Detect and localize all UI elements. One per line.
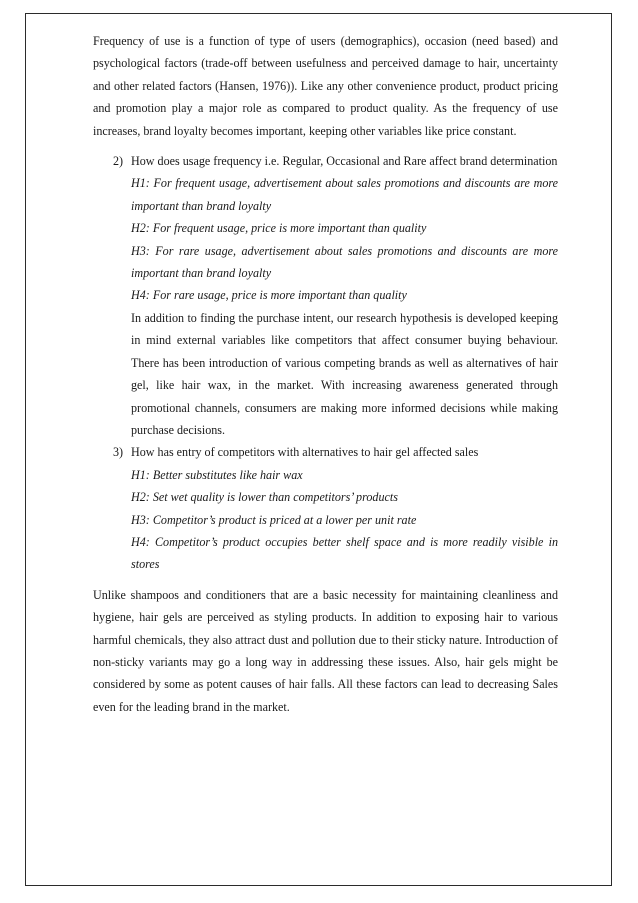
research-question-3	[93, 441, 558, 575]
question-number: 2)	[113, 154, 124, 169]
question-number: 3)	[113, 445, 124, 460]
hypothesis-h2: H2: For frequent usage, price is more important than quality	[131, 221, 427, 236]
hypothesis-h1: H1: Better substitutes like hair wax	[131, 467, 303, 482]
question-text: How has entry of competitors with alternatives to hair gel affected sales	[131, 445, 479, 460]
hypothesis-h4: H4: Competitor’s product occupies better shelf space and is more readily visible in stores	[131, 534, 558, 572]
hypothesis-h1: H1: For frequent usage, advertisement about sales promotions and discounts are more important than brand loyalty	[131, 176, 558, 213]
question-note: In addition to finding the purchase intent, our research hypothesis is developed keeping in mind external variables like competitors that affect consumer buying behaviour. There has been introduction of various competing brands as well as alternatives of hair gel, like hair wax, in the market. With increasing awareness generated through promotional channels, consumers are making more informed decisions while making purchase decisions.	[131, 310, 558, 437]
closing-paragraph: Unlike shampoos and conditioners that are a basic necessity for maintaining cleanliness and hygiene, hair gels are perceived as styling products. In addition to exposing hair to various harmful chemicals, they also attract dust and pollution due to their sticky nature. Introduction of non-sticky variants may go a long way in addressing these issues. Also, hair gels might be considered by some as potent causes of hair falls. All these factors can lead to decreasing Sales even for the leading brand in the market.	[93, 587, 558, 714]
hypothesis-h3: H3: For rare usage, advertisement about sales promotions and discounts are more important than brand loyalty	[131, 243, 558, 281]
intro-paragraph: Frequency of use is a function of type of users (demographics), occasion (need based) and psychological factors (trade-off between usefulness and perceived damage to hair, uncertainty and other related factors (Hansen, 1976)). Like any other convenience product, product pricing and promotion play a major role as compared to product quality. As the frequency of use increases, brand loyalty becomes important, keeping other variables like price constant.	[93, 34, 558, 138]
hypothesis-h2: H2: Set wet quality is lower than competitors’ products	[131, 490, 398, 505]
research-question-2	[93, 150, 558, 441]
research-questions-list	[93, 150, 558, 576]
hypothesis-h4: H4: For rare usage, price is more important than quality	[131, 288, 407, 303]
hypothesis-h3: H3: Competitor’s product is priced at a lower per unit rate	[131, 512, 417, 527]
document-body	[93, 30, 558, 718]
question-text: How does usage frequency i.e. Regular, Occasional and Rare affect brand determination	[131, 154, 558, 169]
